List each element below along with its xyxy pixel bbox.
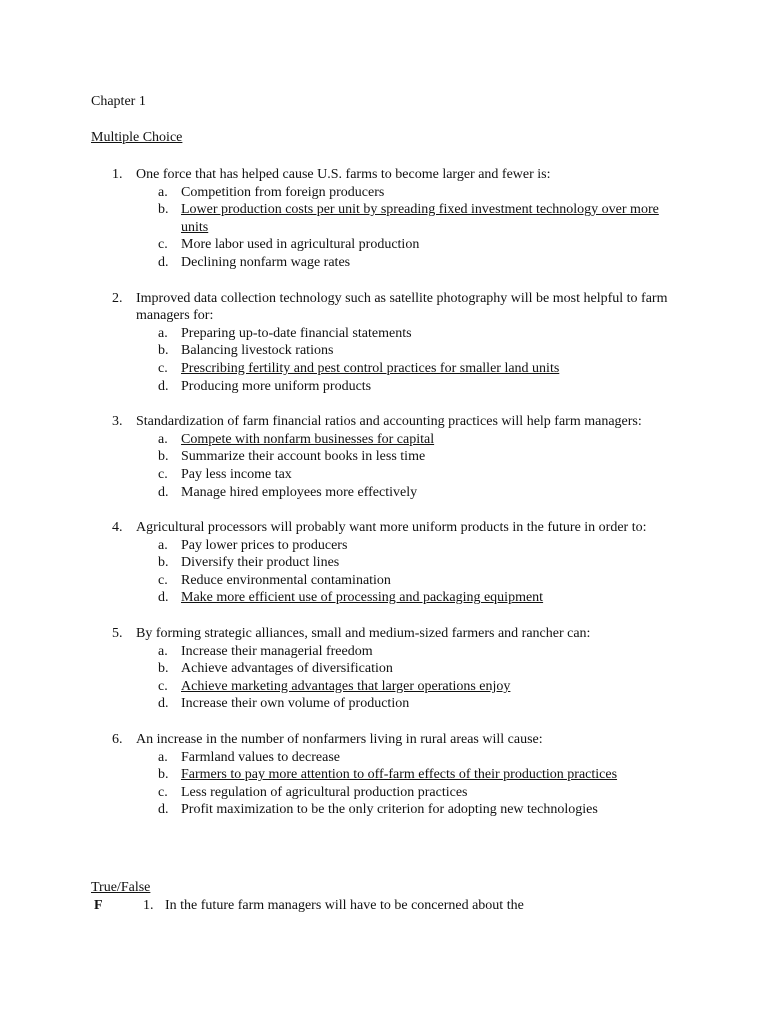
option-row xyxy=(0,589,666,607)
option-row xyxy=(0,537,666,555)
option-letter: b. xyxy=(158,449,169,465)
question-number: 2. xyxy=(112,290,123,306)
correct-answer-text: Prescribing fertility and pest control practices for smaller land units xyxy=(181,360,560,376)
correct-answer-text: Compete with nonfarm businesses for capital xyxy=(181,431,435,447)
option-text: Achieve advantages of diversification xyxy=(181,661,393,677)
question-number: 6. xyxy=(112,732,123,748)
option-text: Profit maximization to be the only criterion for adopting new technologies xyxy=(181,802,598,818)
question-number: 5. xyxy=(112,626,123,642)
question-number: 4. xyxy=(112,520,123,536)
question-text: Standardization of farm financial ratios and accounting practices will help farm managers: xyxy=(136,414,642,430)
option-row xyxy=(0,184,666,202)
option-letter: d. xyxy=(158,378,169,394)
option-row xyxy=(0,660,666,678)
option-text: Increase their own volume of production xyxy=(181,696,410,712)
option-row xyxy=(0,360,666,378)
option-letter: d. xyxy=(158,484,169,500)
option-letter: b. xyxy=(158,767,169,783)
option-letter: a. xyxy=(158,184,168,200)
question-item xyxy=(0,519,768,607)
option-row xyxy=(0,766,666,784)
option-text: Increase their managerial freedom xyxy=(181,643,373,659)
option-row xyxy=(0,554,666,572)
option-letter: c. xyxy=(158,678,168,694)
true-false-statement: In the future farm managers will have to be concerned about the xyxy=(165,898,524,913)
option-row xyxy=(0,695,666,713)
option-letter: a. xyxy=(158,537,168,553)
question-text: One force that has helped cause U.S. farms to become larger and fewer is: xyxy=(136,167,551,182)
option-text: Farmland values to decrease xyxy=(181,749,340,765)
correct-answer-text: Make more efficient use of processing and packaging equipment xyxy=(181,590,544,606)
option-text: Pay less income tax xyxy=(181,466,292,482)
option-row xyxy=(0,236,666,254)
option-row xyxy=(0,643,666,661)
option-text: More labor used in agricultural production xyxy=(181,237,420,253)
option-text: Competition from foreign producers xyxy=(181,184,385,200)
option-row xyxy=(0,572,666,590)
option-text: Manage hired employees more effectively xyxy=(181,484,418,500)
question-item xyxy=(0,731,768,819)
option-letter: b. xyxy=(158,661,169,677)
option-text: Summarize their account books in less time xyxy=(181,449,426,465)
question-item xyxy=(0,290,768,396)
option-row xyxy=(0,378,666,396)
option-letter: b. xyxy=(158,343,169,359)
option-row xyxy=(0,448,666,466)
question-row xyxy=(0,166,676,184)
question-text: Improved data collection technology such as satellite photography will be most helpful to farm managers for: xyxy=(136,290,668,324)
question-row xyxy=(0,625,676,643)
option-text: Declining nonfarm wage rates xyxy=(181,254,351,270)
option-letter: d. xyxy=(158,696,169,712)
option-row xyxy=(0,801,666,819)
option-letter: d. xyxy=(158,590,169,606)
question-row xyxy=(0,290,676,325)
option-letter: a. xyxy=(158,325,168,341)
option-text: Reduce environmental contamination xyxy=(181,572,391,588)
correct-answer-text: Lower production costs per unit by spreading fixed investment technology over more units xyxy=(181,202,659,235)
option-row xyxy=(0,254,666,272)
option-text: Producing more uniform products xyxy=(181,378,372,394)
question-item xyxy=(0,625,768,713)
option-text: Pay lower prices to producers xyxy=(181,537,348,553)
option-text: Balancing livestock rations xyxy=(181,343,334,359)
option-letter: c. xyxy=(158,572,168,588)
multiple-choice-heading: Multiple Choice xyxy=(91,130,183,145)
option-text: Diversify their product lines xyxy=(181,555,340,571)
chapter-title: Chapter 1 xyxy=(91,94,146,109)
option-row xyxy=(0,431,666,449)
option-letter: c. xyxy=(158,784,168,800)
option-letter: c. xyxy=(158,237,168,253)
option-letter: a. xyxy=(158,431,168,447)
question-text: By forming strategic alliances, small and medium-sized farmers and rancher can: xyxy=(136,626,591,642)
option-row xyxy=(0,466,666,484)
option-row xyxy=(0,325,666,343)
question-row xyxy=(0,413,676,431)
correct-answer-text: Achieve marketing advantages that larger operations enjoy xyxy=(181,678,511,694)
question-text: Agricultural processors will probably want more uniform products in the future in order to: xyxy=(136,520,647,536)
option-row xyxy=(0,201,666,236)
option-letter: b. xyxy=(158,202,169,218)
option-row xyxy=(0,749,666,767)
true-false-heading: True/False xyxy=(91,880,151,895)
option-letter: d. xyxy=(158,254,169,270)
question-text: An increase in the number of nonfarmers living in rural areas will cause: xyxy=(136,732,543,748)
option-letter: b. xyxy=(158,555,169,571)
option-letter: c. xyxy=(158,466,168,482)
question-row xyxy=(0,519,676,537)
option-row xyxy=(0,678,666,696)
option-letter: d. xyxy=(158,802,169,818)
correct-answer-text: Farmers to pay more attention to off-farm effects of their production practices xyxy=(181,767,618,783)
option-row xyxy=(0,784,666,802)
option-letter: a. xyxy=(158,643,168,659)
multiple-choice-questions xyxy=(0,166,768,837)
option-letter: c. xyxy=(158,360,168,376)
question-item xyxy=(0,413,768,501)
question-row xyxy=(0,731,676,749)
option-row xyxy=(0,484,666,502)
option-letter: a. xyxy=(158,749,168,765)
option-text: Preparing up-to-date financial statements xyxy=(181,325,412,341)
true-false-number: 1. xyxy=(143,898,154,913)
true-false-answer: F xyxy=(94,898,103,913)
option-text: Less regulation of agricultural production practices xyxy=(181,784,468,800)
option-row xyxy=(0,342,666,360)
question-number: 1. xyxy=(112,167,123,182)
question-item xyxy=(0,166,768,272)
question-number: 3. xyxy=(112,414,123,430)
